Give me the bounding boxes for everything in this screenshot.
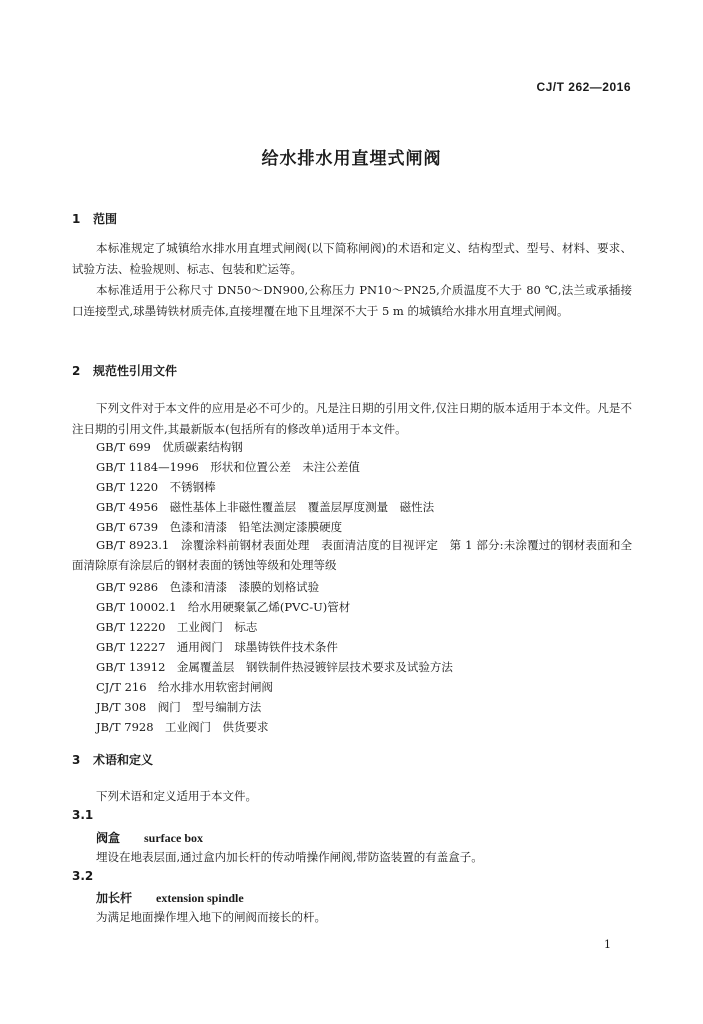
term-name-en: extension spindle xyxy=(156,891,244,905)
scope-paragraph-2: 本标准适用于公称尺寸 DN50～DN900,公称压力 PN10～PN25,介质温度不大于 80 ℃,法兰或承插接口连接型式,球墨铸铁材质壳体,直接埋覆在地下且埋深不大于 5 m 的城镇给水排水用直埋式闸阀。 xyxy=(72,283,632,318)
reference-item: GB/T 4956 磁性基体上非磁性覆盖层 覆盖层厚度测量 磁性法 xyxy=(96,500,435,514)
term-number: 3.1 xyxy=(72,808,94,822)
term-definition: 为满足地面操作埋入地下的闸阀而接长的杆。 xyxy=(96,910,326,924)
section-number: 2 xyxy=(72,364,81,378)
section-title: 规范性引用文件 xyxy=(93,364,178,378)
reference-item: GB/T 9286 色漆和清漆 漆膜的划格试验 xyxy=(96,580,320,594)
section-number: 1 xyxy=(72,212,81,226)
reference-item: GB/T 1220 不锈钢棒 xyxy=(96,480,216,494)
term-definition: 埋设在地表层面,通过盒内加长杆的传动啃操作闸阀,带防盗装置的有盖盒子。 xyxy=(96,850,483,864)
section-heading-normative xyxy=(72,362,177,379)
reference-item: GB/T 12220 工业阀门 标志 xyxy=(96,620,258,634)
reference-item: GB/T 699 优质碳素结构钢 xyxy=(96,440,243,454)
term-name xyxy=(96,829,203,846)
reference-item: JB/T 308 阀门 型号编制方法 xyxy=(96,700,262,714)
reference-item: CJ/T 216 给水排水用软密封闸阀 xyxy=(96,680,274,694)
scope-paragraph-1: 本标准规定了城镇给水排水用直埋式闸阀(以下简称闸阀)的术语和定义、结构型式、型号、材料、要求、试验方法、检验规则、标志、包装和贮运等。 xyxy=(72,241,632,276)
term-name xyxy=(96,889,244,906)
standard-code: CJ/T 262—2016 xyxy=(536,80,631,94)
term-name-zh: 阀盒 xyxy=(96,831,121,845)
term-number: 3.2 xyxy=(72,869,94,883)
reference-item: GB/T 13912 金属覆盖层 钢铁制件热浸镀锌层技术要求及试验方法 xyxy=(96,660,453,674)
reference-item: GB/T 8923.1 涂覆涂料前钢材表面处理 表面清洁度的目视评定 第 1 部分:未涂覆过的钢材表面和全面清除原有涂层后的钢材表面的锈蚀等级和处理等级 xyxy=(72,538,632,572)
page-number: 1 xyxy=(604,938,611,951)
section-heading-terms xyxy=(72,751,153,768)
term-name-en: surface box xyxy=(144,831,204,845)
term-name-zh: 加长杆 xyxy=(96,891,133,905)
reference-item: GB/T 6739 色漆和清漆 铅笔法测定漆膜硬度 xyxy=(96,520,343,534)
section-heading-scope xyxy=(72,210,117,227)
terms-intro: 下列术语和定义适用于本文件。 xyxy=(96,789,257,803)
reference-item: JB/T 7928 工业阀门 供货要求 xyxy=(96,720,269,734)
normative-intro: 下列文件对于本文件的应用是必不可少的。凡是注日期的引用文件,仅注日期的版本适用于本文件。凡是不注日期的引用文件,其最新版本(包括所有的修改单)适用于本文件。 xyxy=(72,401,632,436)
reference-item: GB/T 1184—1996 形状和位置公差 未注公差值 xyxy=(96,460,360,474)
section-number: 3 xyxy=(72,753,81,767)
document-title: 给水排水用直埋式闸阀 xyxy=(261,149,442,169)
section-title: 术语和定义 xyxy=(93,753,154,767)
reference-item: GB/T 12227 通用阀门 球墨铸铁件技术条件 xyxy=(96,640,338,654)
reference-item: GB/T 10002.1 给水用硬聚氯乙烯(PVC-U)管材 xyxy=(96,600,351,614)
section-title: 范围 xyxy=(93,212,118,226)
